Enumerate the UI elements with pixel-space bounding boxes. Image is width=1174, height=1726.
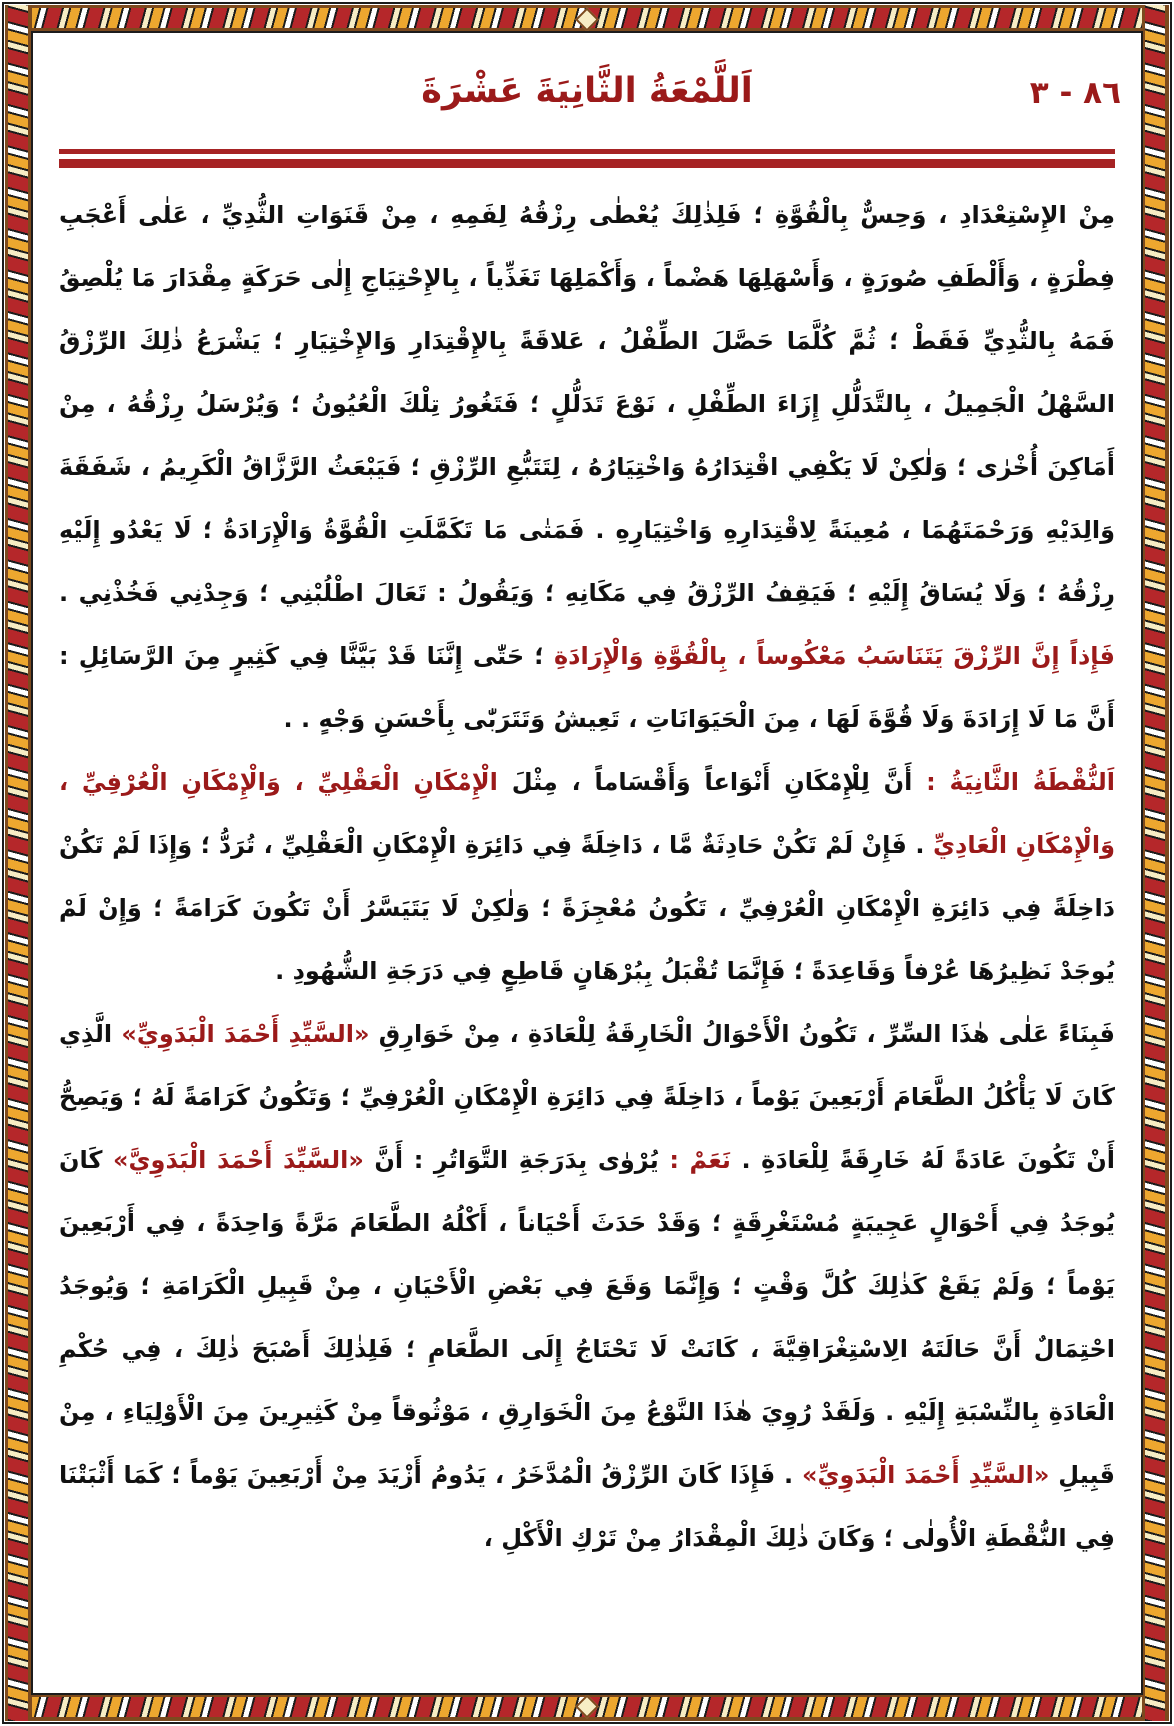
highlighted-text-run: «السَّيِّدِ أَحْمَدَ الْبَدَوِيِّ»	[802, 1461, 1050, 1489]
folio-number: ٨٦ - ٣	[1029, 75, 1121, 111]
text-run: أَنَّ لِلْإِمْكَانِ أَنْوَاعاً وَأَقْسَاماً ، مِثْلَ	[497, 768, 913, 796]
page-header	[57, 47, 1121, 139]
body-paragraph	[59, 1003, 1115, 1570]
body-paragraph	[59, 184, 1115, 751]
highlighted-text-run: فَإِذاً إِنَّ الرِّزْقَ يَتَنَاسَبُ مَعْكُوساً ، بِالْقُوَّةِ وَالْإِرَادَةِ	[554, 642, 1116, 670]
text-run: ؛ حَتّٰى إِنَّنَا قَدْ بَيَّنَّا فِي كَثِيرٍ مِنَ الرَّسَائِلِ : أَنَّ مَا لَا إِرَادَةَ وَلَا قُوَّةَ لَهَا ، مِنَ الْحَيَوَانَاتِ ، تَعِيشُ وَتَتَرَبّٰى بِأَحْسَنِ وَجْهٍ . .	[59, 642, 1115, 733]
highlighted-text-run: الْإِمْكَانِ الْعَقْلِيِّ ، وَالْإِمْكَانِ الْعُرْفِيِّ ، وَالْإِمْكَانِ الْعَادِيِّ	[59, 768, 1116, 859]
frame-border-left	[5, 5, 32, 1721]
text-run: كَانَ يُوجَدُ فِي أَحْوَالٍ عَجِيبَةٍ مُسْتَغْرِقَةٍ ؛ وَقَدْ حَدَثَ أَحْيَاناً ، أَكْلُهُ الطَّعَامَ مَرَّةً وَاحِدَةً ، فِي أَرْبَعِينَ يَوْماً ؛ وَلَمْ يَقَعْ كَذٰلِكَ كُلَّ وَقْتٍ ؛ وَإِنَّمَا وَقَعَ فِي بَعْضِ الْأَحْيَانِ ، مِنْ قَبِيلِ الْكَرَامَةِ ؛ وَيُوجَدُ احْتِمَالٌ أَنَّ حَالَتَهُ الِاسْتِغْرَاقِيَّةَ ، كَانَتْ لَا تَحْتَاجُ إِلَى الطَّعَامِ ؛ فَلِذٰلِكَ أَصْبَحَ ذٰلِكَ ، فِي حُكْمِ الْعَادَةِ بِالنِّسْبَةِ إِلَيْهِ . وَلَقَدْ رُوِيَ هٰذَا النَّوْعُ مِنَ الْخَوَارِقِ ، مَوْثُوقاً مِنْ كَثِيرِينَ مِنَ الْأَوْلِيَاءِ ، مِنْ قَبِيلِ	[59, 1146, 1116, 1489]
highlighted-text-run: نَعَمْ :	[669, 1146, 731, 1174]
frame-border-right	[1142, 5, 1169, 1721]
header-divider	[59, 149, 1115, 168]
text-run: . فَإِنْ لَمْ تَكُنْ حَادِثَةٌ مَّا ، دَاخِلَةً فِي دَائِرَةِ الْإِمْكَانِ الْعَقْلِيِّ ، تُرَدُّ ؛ وَإِذَا لَمْ تَكُنْ دَاخِلَةً فِي دَائِرَةِ الْإِمْكَانِ الْعُرْفِيِّ ، تَكُونُ مُعْجِزَةً ؛ وَلٰكِنْ لَا يَتَيَسَّرُ أَنْ تَكُونَ كَرَامَةً ؛ وَإِنْ لَمْ يُوجَدْ نَظِيرُهَا عُرْفاً وَقَاعِدَةً ؛ فَإِنَّمَا تُقْبَلُ بِبُرْهَانٍ قَاطِعٍ فِي دَرَجَةِ الشُّهُودِ .	[59, 831, 1115, 985]
text-run: فَبِنَاءً عَلٰى هٰذَا السِّرِّ ، تَكُونُ الْأَحْوَالُ الْخَارِقَةُ لِلْعَادَةِ ، مِنْ خَوَارِقِ	[369, 1020, 1115, 1048]
highlighted-text-run: اَلنُّقْطَةُ الثَّانِيَةُ :	[912, 768, 1115, 796]
body-text	[57, 184, 1117, 1570]
page-title: اَللَّمْعَةُ الثَّانِيَةَ عَشْرَةَ	[421, 71, 753, 111]
page-content	[33, 33, 1141, 1693]
text-run: يُرْوٰى بِدَرَجَةِ التَّوَاتُرِ : أَنَّ	[363, 1146, 670, 1174]
highlighted-text-run: «السَّيِّدَ أَحْمَدَ الْبَدَوِيَّ»	[113, 1146, 364, 1174]
text-run: . فَإِذَا كَانَ الرِّزْقُ الْمُدَّخَرُ ، يَدُومُ أَزْيَدَ مِنْ أَرْبَعِينَ يَوْماً ؛ كَمَا أَثْبَتْنَا فِي النُّقْطَةِ الْأُولٰى ؛ وَكَانَ ذٰلِكَ الْمِقْدَارُ مِنْ تَرْكِ الْأَكْلِ ،	[59, 1461, 1115, 1552]
text-run: الَّذِي كَانَ لَا يَأْكُلُ الطَّعَامَ أَرْبَعِينَ يَوْماً ، دَاخِلَةً فِي دَائِرَةِ الْإِمْكَانِ الْعُرْفِيِّ ؛ وَتَكُونُ كَرَامَةً لَهُ ؛ وَيَصِحُّ أَنْ تَكُونَ عَادَةً لَهُ خَارِقَةً لِلْعَادَةِ .	[59, 1020, 1115, 1174]
divider-thick-rule	[59, 159, 1115, 168]
body-paragraph	[59, 751, 1115, 1003]
highlighted-text-run: «السَّيِّدِ أَحْمَدَ الْبَدَوِيِّ»	[121, 1020, 370, 1048]
text-run: مِنْ الإِسْتِعْدَادِ ، وَحِسٌّ بِالْقُوَّةِ ؛ فَلِذٰلِكَ يُعْطٰى رِزْقُهُ لِفَمِهِ ، مِنْ قَنَوَاتِ الثُّدِيِّ ، عَلٰى أَعْجَبِ فِطْرَةٍ ، وَأَلْطَفِ صُورَةٍ ، وَأَسْهَلِهَا هَضْماً ، وَأَكْمَلِهَا تَغَذِّياً ، بِالإِحْتِيَاجِ إِلٰى حَرَكَةٍ مِقْدَارَ مَا يُلْصِقُ فَمَهُ بِالثُّدِيِّ فَقَطْ ؛ ثُمَّ كُلَّمَا حَصَّلَ الطِّفْلُ ، عَلاقَةً بِالإِقْتِدَارِ وَالإِخْتِيَارِ ؛ يَشْرَعُ ذٰلِكَ الرِّزْقُ السَّهْلُ الْجَمِيلُ ، بِالتَّدَلُّلِ إِزَاءَ الطِّفْلِ ، نَوْعَ تَدَلُّلٍ ؛ فَتَغُورُ تِلْكَ الْعُيُونُ ؛ وَيُرْسَلُ رِزْقُهُ ، مِنْ أَمَاكِنَ أُخْرٰى ؛ وَلٰكِنْ لَا يَكْفِي اقْتِدَارُهُ وَاخْتِيَارُهُ ، لِتَتَبُّعِ الرِّزْقِ ؛ فَيَبْعَثُ الرَّزَّاقُ الْكَرِيمُ ، شَفَقَةَ وَالِدَيْهِ وَرَحْمَتَهُمَا ، مُعِينَةً لِاقْتِدَارِهِ وَاخْتِيَارِهِ . فَمَتٰى مَا تَكَمَّلَتِ الْقُوَّةُ وَالْإِرَادَةُ ؛ لَا يَعْدُو إِلَيْهِ رِزْقُهُ ؛ وَلَا يُسَاقُ إِلَيْهِ ؛ فَيَقِفُ الرِّزْقُ فِي مَكَانِهِ ؛ وَيَقُولُ : تَعَالَ اطْلُبْنِي ؛ وَجِدْنِي فَخُذْنِي .	[59, 201, 1115, 607]
